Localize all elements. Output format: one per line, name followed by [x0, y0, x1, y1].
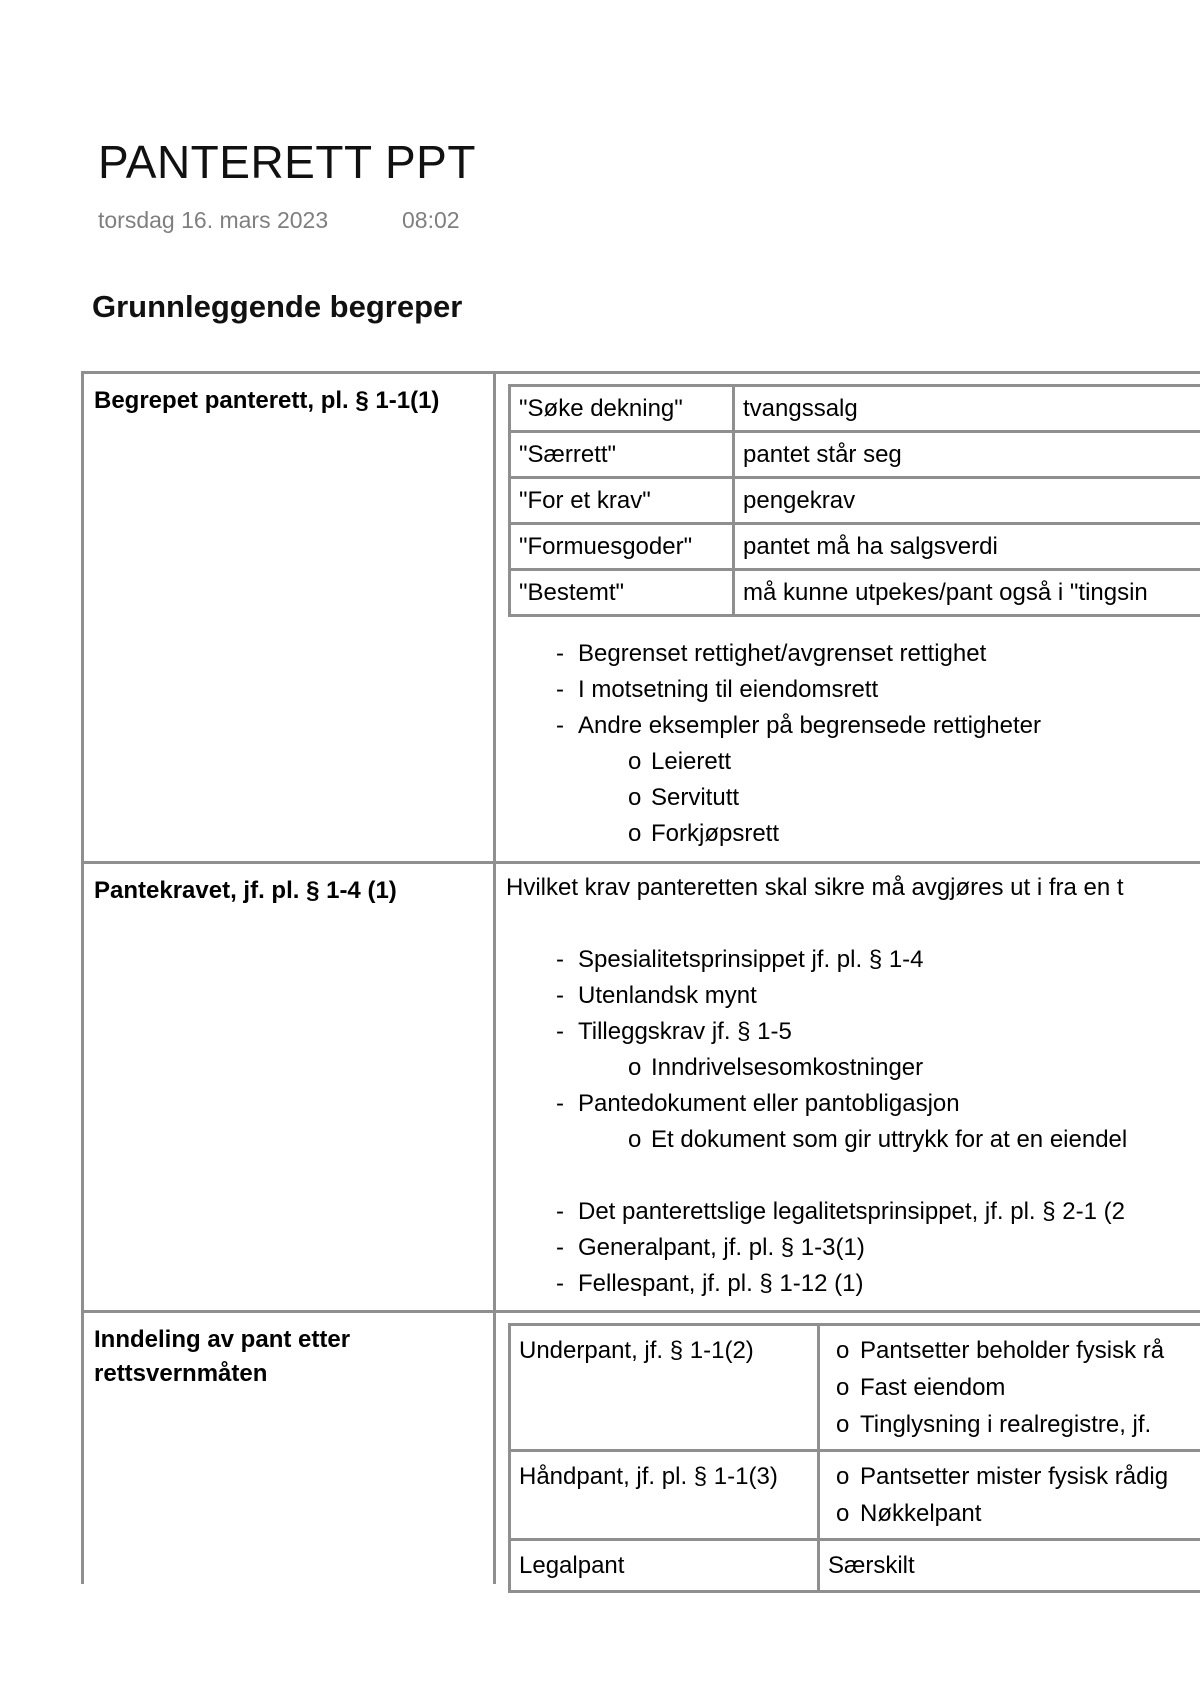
page-title: PANTERETT PPT: [98, 136, 476, 188]
definition-row: "Bestemt" må kunne utpekes/pant også i "tingsin: [510, 570, 1200, 616]
list-item: - Begrenset rettighet/avgrenset rettighet: [496, 636, 1041, 672]
pledge-types-table: [508, 1323, 1200, 1593]
list-item: - Pantedokument eller pantobligasjon: [496, 1086, 1127, 1122]
list-item: - Spesialitetsprinsippet jf. pl. § 1-4: [496, 942, 1127, 978]
row-label: Pantekravet, jf. pl. § 1-4 (1): [94, 877, 397, 904]
list-item: o Pantsetter beholder fysisk rå: [828, 1332, 1200, 1369]
list-item: o Nøkkelpant: [828, 1495, 1200, 1532]
table-row: [84, 864, 1200, 1313]
definition-row: "Søke dekning" tvangssalg: [510, 386, 1200, 432]
list-item: - Utenlandsk mynt: [496, 978, 1127, 1014]
bullet-list: [828, 1332, 1200, 1443]
pledge-type-row: Håndpant, jf. pl. § 1-1(3) o Pantsetter mister fysisk rådig o Nøkkelpant: [510, 1451, 1200, 1540]
list-item: o Fast eiendom: [828, 1369, 1200, 1406]
pledge-type-row: Underpant, jf. § 1-1(2) o Pantsetter beholder fysisk rå o Fast eiendom o Tinglysning i realregistre, jf.: [510, 1325, 1200, 1451]
definitions-table: [508, 384, 1200, 617]
row-content: [496, 864, 1200, 1310]
list-item: - Fellespant, jf. pl. § 1-12 (1): [496, 1266, 1127, 1302]
list-item: - I motsetning til eiendomsrett: [496, 672, 1041, 708]
row-content: [496, 374, 1200, 861]
list-item: o Tinglysning i realregistre, jf.: [828, 1406, 1200, 1443]
list-item: - Tilleggskrav jf. § 1-5: [496, 1014, 1127, 1050]
page-date: torsdag 16. mars 2023: [98, 207, 329, 233]
list-item: - Det panterettslige legalitetsprinsippet, jf. pl. § 2-1 (2: [496, 1194, 1127, 1230]
row-label: Begrepet panterett, pl. § 1-1(1): [94, 387, 440, 414]
list-item: o Pantsetter mister fysisk rådig: [828, 1458, 1200, 1495]
table-row: [84, 1313, 1200, 1584]
list-item: o Inndrivelsesomkostninger: [496, 1050, 1127, 1086]
definition-row: "For et krav" pengekrav: [510, 478, 1200, 524]
pledge-type-row: Legalpant Særskilt: [510, 1540, 1200, 1592]
bullet-list: [496, 636, 1041, 852]
list-item: o Forkjøpsrett: [496, 816, 1041, 852]
intro-text: Hvilket krav panteretten skal sikre må avgjøres ut i fra en t: [506, 874, 1124, 901]
concepts-table: [81, 371, 1200, 1584]
table-row: [84, 374, 1200, 864]
section-heading: Grunnleggende begreper: [92, 289, 463, 324]
list-item: o Et dokument som gir uttrykk for at en eiendel: [496, 1122, 1127, 1158]
definition-row: "Formuesgoder" pantet må ha salgsverdi: [510, 524, 1200, 570]
page-time: 08:02: [402, 207, 460, 233]
row-content: [496, 1313, 1200, 1584]
list-item: o Leierett: [496, 744, 1041, 780]
list-item: o Servitutt: [496, 780, 1041, 816]
bullet-list: [496, 942, 1127, 1302]
list-item: - Andre eksempler på begrensede rettigheter: [496, 708, 1041, 744]
definition-row: "Særrett" pantet står seg: [510, 432, 1200, 478]
row-label: Inndeling av pant etter rettsvernmåten: [94, 1326, 351, 1387]
bullet-list: [828, 1458, 1200, 1532]
list-item: - Generalpant, jf. pl. § 1-3(1): [496, 1230, 1127, 1266]
